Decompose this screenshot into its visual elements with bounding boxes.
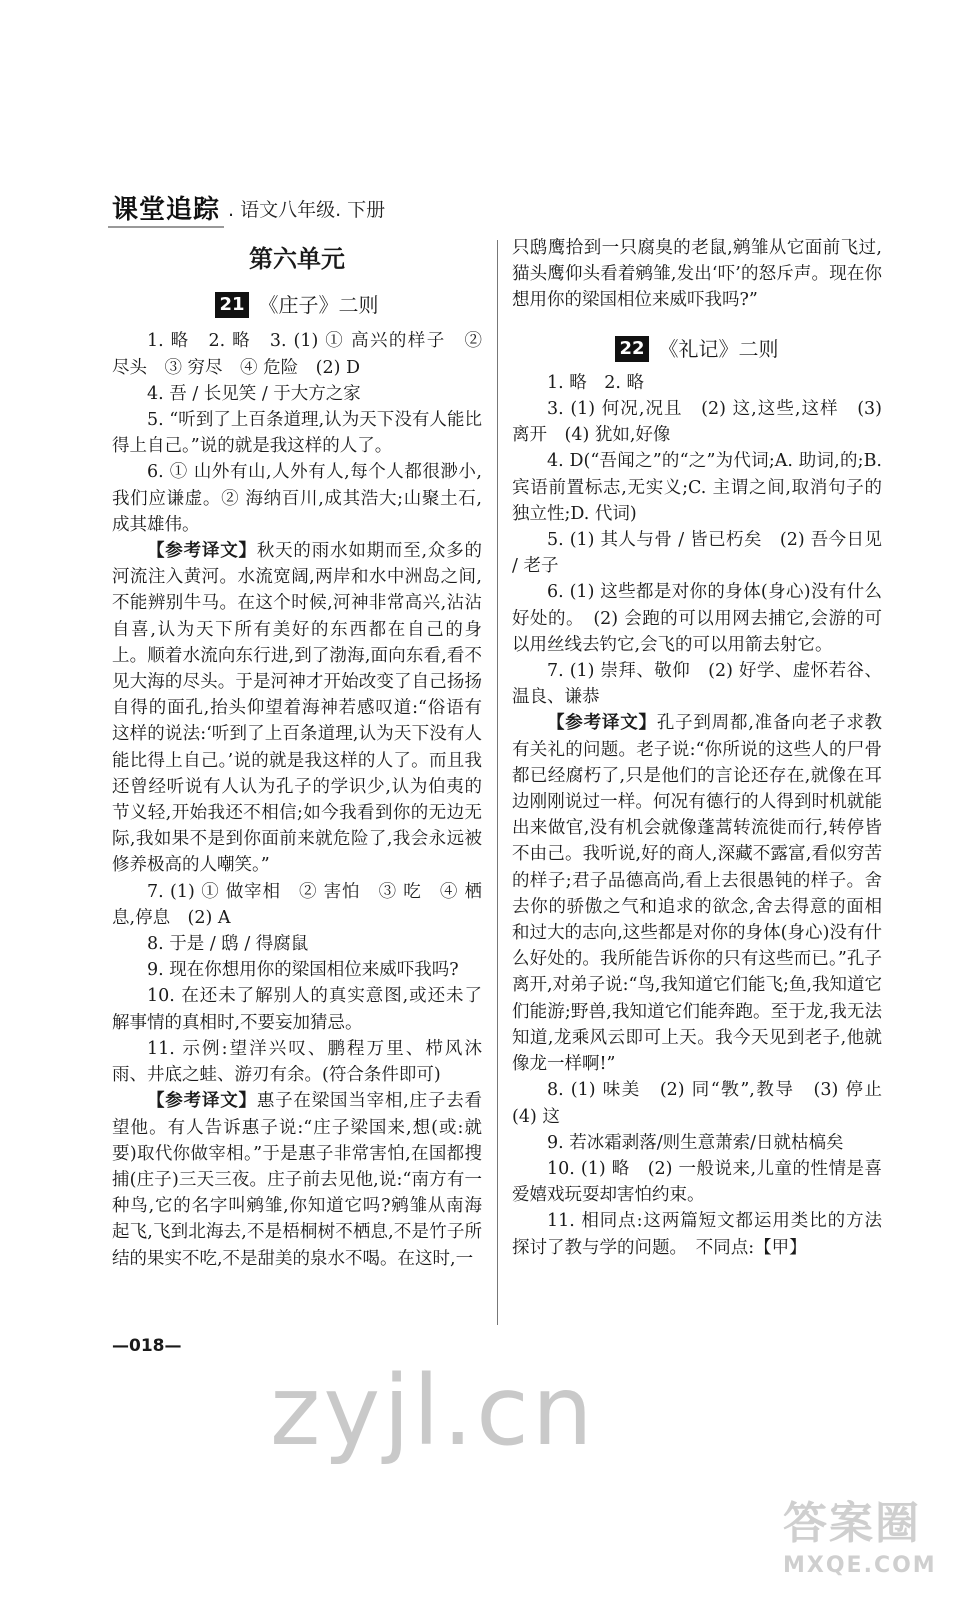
lesson-title: 《庄子》二则 bbox=[258, 293, 379, 318]
answer-item: 7. (1) 崇拜、敬仰 (2) 好学、虚怀若谷、温良、谦恭 bbox=[512, 661, 882, 708]
answer-item: 4. 吾 / 长见笑 / 于大方之家 bbox=[147, 383, 361, 404]
answer-item: 9. 现在你想用你的梁国相位来威吓我吗? bbox=[147, 960, 459, 981]
lesson-title: 《礼记》二则 bbox=[658, 336, 779, 361]
answer-item: 4. D(“吾闻之”的“之”为代词;A. 助词,的;B. 宾语前置标志,无实义;C. 主谓之间,取消句子的独立性;D. 代词) bbox=[512, 451, 882, 524]
answer-item: 3. (1) 何况,况且 (2) 这,这些,这样 (3) 离开 (4) 犹如,好像 bbox=[512, 399, 882, 446]
lesson-heading-21 bbox=[112, 292, 482, 318]
answer-item: 1. 略 2. 略 3. (1) ① 高兴的样子 ② 尽头 ③ 穷尽 ④ 危险 (2) D bbox=[112, 331, 482, 378]
translation-text: 孔子到周都,准备向老子求教有关礼的问题。老子说:“你所说的这些人的尸骨都已经腐朽了,只是他们的言论还存在,就像在耳边刚刚说过一样。何况有德行的人得到时机就能出来做官,没有机会就像蓬蒿转流徙而行,转停皆不由己。我听说,好的商人,深藏不露富,看似穷苦的样子;君子品德高尚,看上去很愚钝的样子。舍去你的骄傲之气和追求的欲念,舍去得意的面相和过大的志向,这些都是对你的身体(身心)没有什么好处的。我所能告诉你的只有这些而已。”孔子离开,对弟子说:“鸟,我知道它们能飞;鱼,我知道它们能游;野兽,我知道它们能奔跑。至于龙,我无法知道,龙乘风云即可上天。我今天见到老子,他就像龙一样啊!” bbox=[512, 713, 882, 1075]
translation-text: 惠子在梁国当宰相,庄子去看望他。有人告诉惠子说:“庄子梁国来,想(或:就要)取代你做宰相。”于是惠子非常害怕,在国都搜捕(庄子)三天三夜。庄子前去见他,说:“南方有一种鸟,它的名字叫鹓雏,你知道它吗?鹓雏从南海起飞,飞到北海去,不是梧桐树不栖息,不是竹子所结的果实不吃,不是甜美的泉水不喝。在这时,一 bbox=[112, 1091, 482, 1269]
answer-item: 1. 略 2. 略 bbox=[547, 372, 645, 393]
reference-translation bbox=[512, 710, 882, 1077]
reference-translation bbox=[112, 1088, 482, 1271]
site-watermark: zyjl.cn bbox=[270, 1355, 596, 1467]
answer-item: 10. (1) 略 (2) 一般说来,儿童的性情是喜爱嬉戏玩耍却害怕约束。 bbox=[512, 1158, 882, 1206]
ref-translation-label: 【参考译文】 bbox=[147, 541, 257, 562]
brand-logo: 课堂追踪 bbox=[108, 189, 224, 228]
answer-item: 7. (1) ① 做宰相 ② 害怕 ③ 吃 ④ 栖息,停息 (2) A bbox=[112, 881, 482, 928]
answer-item: 11. 示例:望洋兴叹、鹏程万里、栉风沐雨、井底之蛙、游刃有余。(符合条件即可) bbox=[112, 1038, 482, 1086]
translation-continuation: 只鸱鹰拾到一只腐臭的老鼠,鹓雏从它面前飞过,猫头鹰仰头看着鹓雏,发出‘吓’的怒斥声。现在你想用你的梁国相位来威吓我吗?” bbox=[512, 238, 882, 311]
answer-item: 6. (1) 这些都是对你的身体(身心)没有什么好处的。 (2) 会跑的可以用网去捕它,会游的可以用丝线去钓它,会飞的可以用箭去射它。 bbox=[512, 582, 882, 655]
page-header bbox=[108, 188, 385, 228]
lesson-heading-22 bbox=[512, 336, 882, 362]
lesson-number-badge: 22 bbox=[615, 336, 648, 362]
column-divider bbox=[497, 240, 498, 1325]
ref-translation-label: 【参考译文】 bbox=[547, 713, 657, 734]
logo-domain: MXQE.COM bbox=[783, 1553, 937, 1578]
corner-logo bbox=[783, 1487, 948, 1587]
answer-item: 5. (1) 其人与骨 / 皆已朽矣 (2) 吾今日见 / 老子 bbox=[512, 530, 882, 577]
answer-item: 9. 若冰霜剥落/则生意萧索/日就枯槁矣 bbox=[547, 1132, 844, 1153]
answer-item: 10. 在还未了解别人的真实意图,或还未了解事情的真相时,不要妄加猜忌。 bbox=[112, 986, 482, 1033]
answer-item: 6. ① 山外有山,人外有人,每个人都很渺小,我们应谦虚。② 海纳百川,成其浩大;山聚土石,成其雄伟。 bbox=[112, 462, 482, 535]
page-number: —018— bbox=[112, 1336, 182, 1356]
lesson-number-badge: 21 bbox=[215, 292, 248, 318]
translation-text: 秋天的雨水如期而至,众多的河流注入黄河。水流宽阔,两岸和水中洲岛之间,不能辨别牛马。在这个时候,河神非常高兴,沾沾自喜,认为天下所有美好的东西都在自己的身上。顺着水流向东行进,到了渤海,面向东看,看不见大海的尽头。于是河神才开始改变了自己扬扬自得的面孔,抬头仰望着海神若感叹道:“俗语有这样的说法:‘听到了上百条道理,认为天下没有人能比得上自己。’说的就是我这样的人了。而且我还曾经听说有人认为孔子的学识少,认为伯夷的节义轻,开始我还不相信;如今我看到你的无边无际,我如果不是到你面前来就危险了,我会永远被修养极高的人嘲笑。” bbox=[112, 541, 482, 876]
answer-item: 8. (1) 味美 (2) 同“斆”,教导 (3) 停止 (4) 这 bbox=[512, 1080, 900, 1127]
book-subtitle: . 语文八年级. 下册 bbox=[228, 198, 386, 221]
answer-item: 5. “听到了上百条道理,认为天下没有人能比得上自己。”说的就是我这样的人了。 bbox=[112, 410, 482, 457]
answer-item: 8. 于是 / 鸱 / 得腐鼠 bbox=[147, 934, 309, 955]
answer-item: 11. 相同点:这两篇短文都运用类比的方法探讨了教与学的问题。 不同点:【甲】 bbox=[512, 1211, 882, 1258]
right-column bbox=[512, 235, 900, 1261]
reference-translation bbox=[112, 538, 482, 879]
unit-title: 第六单元 bbox=[249, 245, 345, 273]
left-column bbox=[112, 240, 482, 1272]
ref-translation-label: 【参考译文】 bbox=[147, 1091, 257, 1112]
logo-title: 答案圈 bbox=[783, 1498, 921, 1549]
